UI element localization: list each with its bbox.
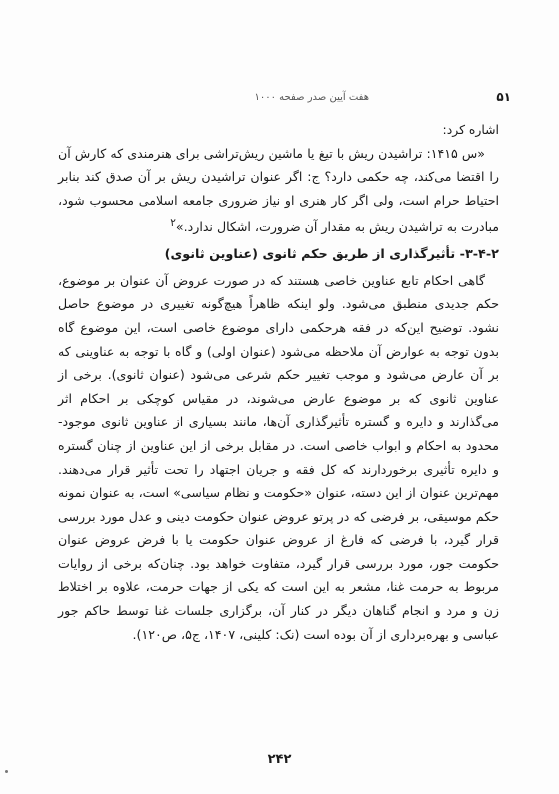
margin-dot xyxy=(5,770,8,773)
body-text xyxy=(58,118,499,646)
running-header xyxy=(40,90,519,112)
running-title: هفت آیین صدر صفحه ۱۰۰۰ xyxy=(254,92,369,103)
section-heading: ۳-۴-۲- تأثیرگذاری از طریق حکم ثانوی (عناوین ثانوی) xyxy=(164,247,499,263)
quote-text: «س ۱۴۱۵: تراشیدن ریش با تیغ یا ماشین ریش‌تراشی برای هنرمندی که کارش آن را اقتضا می‌کند، چه حکمی دارد؟ ج: اگر عنوان تراشیدن ریش بر آن صدق کند بنابر احتیاط حرام است، ولی اگر کار هنری او نیاز ضروری جامعه اسلامی محسوب شود، مبادرت به تراشیدن ریش به مقدار آن ضرورت، اشکال ندارد.» xyxy=(58,145,499,235)
header-page-number: ۵۱ xyxy=(496,90,511,104)
body-paragraph: گاهی احکام تابع عناوین خاصی هستند که در صورت عروض آن عنوان بر موضوع، حکم جدیدی منطبق می‌شود. ولو اینکه ظاهراً هیچ‌گونه تغییری در موضوع حاصل نشود. توضیح این‌که در فقه هرحکمی دارای موضوع خاصی است، این موضوع گاه بدون توجه به عوارض آن ملاحظه می‌شود (عنوان اولی) و گاه با توجه به عناوینی که بر آن عارض می‌شود و موجب تغییر حکم شرعی می‌شود (عنوان ثانوی). برخی از عناوین ثانوی که بر موضوع عارض می‌شوند، در مقیاس کوچکی بر احکام اثر می‌گذارند و دایره و گستره تأثیرگذاری آن‌ها، مانند بسیاری از عناوین ثانوی موجود- محدود به احکام و ابواب خاصی است. در مقابل برخی از این عناوین از چنان گستره و دایره تأثیری برخوردارند که کل فقه و جریان اجتهاد را تحت تأثیر قرار می‌دهند. مهم‌ترین عنوان از این دسته، عنوان «حکومت و نظام سیاسی» است، به عنوان نمونه حکم موسیقی، بر فرضی که در پرتو عروض عنوان حکومت دینی و عدل مورد بررسی قرار گیرد، با فرضی که فارغ از عروض عنوان حکومت یا با فرض عروض عنوان حکومت جور، مورد بررسی قرار گیرد، متفاوت خواهد بود. چنان‌که برخی از روایات مربوط به حرمت غنا، مشعر به این است که یکی از جهات حرمت، علاوه بر اختلاط زن و مرد و انجام گناهان دیگر در کنار آن، برگزاری جلسات غنا توسط حاکم جور عباسی و بهره‌برداری از آن بوده است (نک: کلینی، ۱۴۰۷، ج۵، ص۱۲۰). xyxy=(58,272,499,642)
footnote-ref: ۲ xyxy=(170,217,176,230)
footer-page-number: ۲۴۲ xyxy=(267,752,292,767)
intro-line: اشاره کرد: xyxy=(442,122,499,137)
quoted-passage xyxy=(58,142,499,240)
